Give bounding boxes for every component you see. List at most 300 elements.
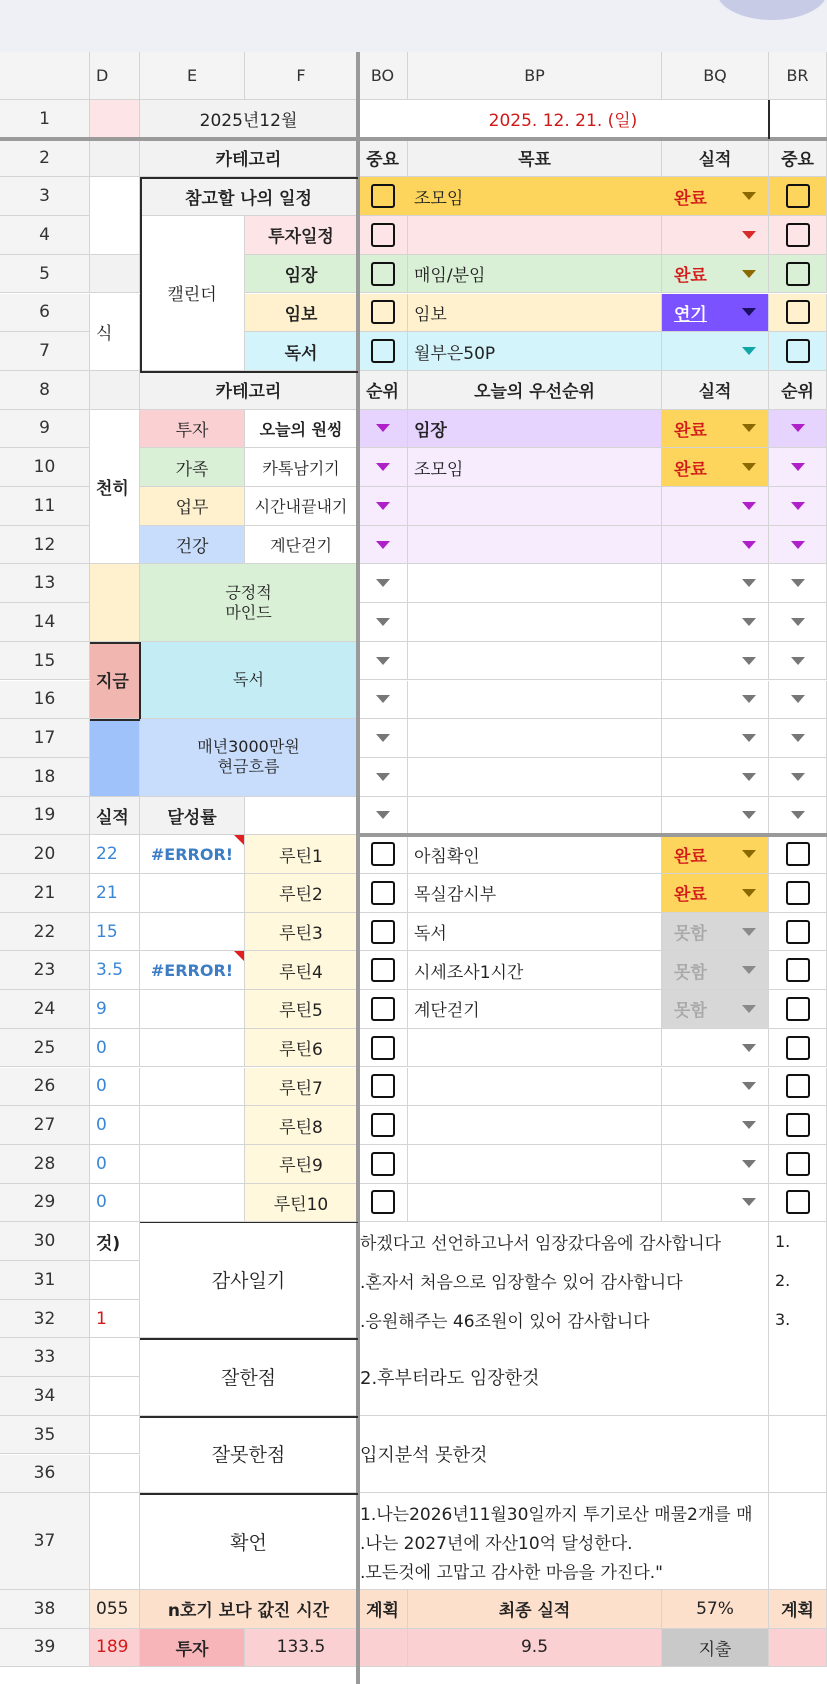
- row-header[interactable]: 3: [0, 177, 90, 216]
- chevron-down-icon[interactable]: [742, 850, 756, 858]
- routine-task[interactable]: [408, 1068, 662, 1107]
- row-header[interactable]: 1: [0, 100, 90, 139]
- routine-checkbox-cell-br[interactable]: [769, 1068, 827, 1107]
- routine-result-dropdown[interactable]: [662, 951, 769, 990]
- goal-checkbox-cell-br[interactable]: [769, 216, 827, 255]
- reading-cell[interactable]: 독서: [140, 642, 358, 719]
- routine-checkbox-cell-br[interactable]: [769, 1106, 827, 1145]
- checkbox[interactable]: [371, 1036, 395, 1060]
- plan-header-br[interactable]: 계획: [769, 1590, 827, 1629]
- result-header[interactable]: 실적: [662, 139, 769, 178]
- row-header[interactable]: 10: [0, 448, 90, 487]
- goal-text[interactable]: 조모임: [408, 177, 662, 216]
- routine-checkbox-cell[interactable]: [358, 990, 408, 1029]
- chevron-down-icon[interactable]: [791, 657, 805, 665]
- goal-text[interactable]: 월부은50P: [408, 332, 662, 371]
- routine-result-dropdown[interactable]: [662, 913, 769, 952]
- routine-rate[interactable]: [140, 1145, 245, 1184]
- routine-checkbox-cell[interactable]: [358, 1068, 408, 1107]
- cell-d34[interactable]: [90, 1377, 140, 1416]
- gratitude-num[interactable]: 2.: [769, 1261, 827, 1300]
- final-result-header[interactable]: 최종 실적: [408, 1590, 662, 1629]
- routine-result-dropdown[interactable]: [662, 835, 769, 874]
- column-header[interactable]: D: [90, 52, 140, 100]
- chevron-down-icon[interactable]: [742, 541, 756, 549]
- column-header[interactable]: BO: [358, 52, 408, 100]
- column-header[interactable]: BQ: [662, 52, 769, 100]
- chevron-down-icon[interactable]: [742, 1005, 756, 1013]
- chevron-down-icon[interactable]: [742, 270, 756, 278]
- checkbox[interactable]: [786, 920, 810, 944]
- rank-dropdown[interactable]: [358, 564, 408, 603]
- calendar-item[interactable]: 독서: [245, 332, 358, 371]
- row-header[interactable]: 19: [0, 797, 90, 836]
- routine-task[interactable]: [408, 1029, 662, 1068]
- row-header[interactable]: 9: [0, 410, 90, 449]
- cell-d19[interactable]: 실적: [90, 797, 140, 836]
- column-header[interactable]: F: [245, 52, 358, 100]
- row-header[interactable]: 8: [0, 371, 90, 410]
- goal-result-dropdown[interactable]: [662, 255, 769, 294]
- checkbox[interactable]: [786, 842, 810, 866]
- row-header[interactable]: 11: [0, 487, 90, 526]
- row-header[interactable]: 14: [0, 603, 90, 642]
- priority-text[interactable]: [408, 681, 662, 720]
- affirm-text[interactable]: [358, 1493, 769, 1590]
- invest-value[interactable]: 133.5: [245, 1629, 358, 1668]
- checkbox[interactable]: [786, 223, 810, 247]
- priority-result-dropdown[interactable]: [662, 603, 769, 642]
- cell-d17[interactable]: [90, 719, 140, 796]
- routine-result-dropdown[interactable]: [662, 1184, 769, 1223]
- rank-dropdown-br[interactable]: [769, 681, 827, 720]
- chevron-down-icon[interactable]: [742, 928, 756, 936]
- goal-checkbox-cell-br[interactable]: [769, 177, 827, 216]
- priority-text[interactable]: [408, 797, 662, 836]
- checkbox[interactable]: [786, 1113, 810, 1137]
- cell-f19[interactable]: [245, 797, 358, 836]
- row-header[interactable]: 23: [0, 951, 90, 990]
- rank-dropdown-br[interactable]: [769, 797, 827, 836]
- cell-bo39[interactable]: [358, 1629, 408, 1668]
- routine-checkbox-cell-br[interactable]: [769, 1184, 827, 1223]
- routine-name[interactable]: 루틴8: [245, 1106, 358, 1145]
- row-header[interactable]: 39: [0, 1629, 90, 1668]
- good-text[interactable]: 2.후부터라도 임장한것: [358, 1338, 769, 1415]
- routine-checkbox-cell-br[interactable]: [769, 1145, 827, 1184]
- routine-task[interactable]: [408, 1106, 662, 1145]
- onething-cell[interactable]: 카톡남기기: [245, 448, 358, 487]
- priority-header[interactable]: 오늘의 우선순위: [408, 371, 662, 410]
- routine-rate[interactable]: [140, 951, 245, 990]
- routine-task[interactable]: 계단걷기: [408, 990, 662, 1029]
- checkbox[interactable]: [786, 881, 810, 905]
- row-header[interactable]: 28: [0, 1145, 90, 1184]
- rank-dropdown[interactable]: [358, 758, 408, 797]
- column-header[interactable]: E: [140, 52, 245, 100]
- calendar-title[interactable]: 참고할 나의 일정: [140, 177, 358, 216]
- row-header[interactable]: 32: [0, 1300, 90, 1339]
- onething-cell[interactable]: 시간내끝내기: [245, 487, 358, 526]
- row-header[interactable]: 2: [0, 139, 90, 178]
- checkbox[interactable]: [371, 842, 395, 866]
- routine-name[interactable]: 루틴7: [245, 1068, 358, 1107]
- row-header[interactable]: 13: [0, 564, 90, 603]
- routine-checkbox-cell-br[interactable]: [769, 835, 827, 874]
- goal-checkbox-cell[interactable]: [358, 177, 408, 216]
- routine-count[interactable]: 15: [90, 913, 140, 952]
- cell-d8[interactable]: [90, 371, 140, 410]
- category-label[interactable]: 가족: [140, 448, 245, 487]
- category-label[interactable]: 업무: [140, 487, 245, 526]
- chevron-down-icon[interactable]: [742, 657, 756, 665]
- row-header[interactable]: 17: [0, 719, 90, 758]
- cell-br35[interactable]: [769, 1416, 827, 1493]
- row-header[interactable]: 34: [0, 1377, 90, 1416]
- routine-count[interactable]: 21: [90, 874, 140, 913]
- goal-checkbox-cell-br[interactable]: [769, 332, 827, 371]
- chevron-down-icon[interactable]: [742, 695, 756, 703]
- goal-text[interactable]: 매임/분임: [408, 255, 662, 294]
- goal-checkbox-cell[interactable]: [358, 216, 408, 255]
- cell-d1[interactable]: [90, 100, 140, 139]
- chevron-down-icon[interactable]: [742, 463, 756, 471]
- priority-text[interactable]: [408, 603, 662, 642]
- routine-checkbox-cell-br[interactable]: [769, 1029, 827, 1068]
- row-header[interactable]: 6: [0, 294, 90, 333]
- rank-dropdown[interactable]: [358, 526, 408, 565]
- cell-d36[interactable]: [90, 1455, 140, 1494]
- checkbox[interactable]: [786, 1190, 810, 1214]
- priority-result-dropdown[interactable]: [662, 758, 769, 797]
- cell-d35[interactable]: [90, 1416, 140, 1455]
- row-header[interactable]: 26: [0, 1068, 90, 1107]
- row-header[interactable]: 38: [0, 1590, 90, 1629]
- calendar-item[interactable]: 임보: [245, 294, 358, 333]
- cell-d2[interactable]: [90, 139, 140, 178]
- routine-name[interactable]: 루틴4: [245, 951, 358, 990]
- checkbox[interactable]: [371, 881, 395, 905]
- row-header[interactable]: 7: [0, 332, 90, 371]
- onething-cell[interactable]: 오늘의 원씽: [245, 410, 358, 449]
- routine-name[interactable]: 루틴1: [245, 835, 358, 874]
- percent-cell[interactable]: 57%: [662, 1590, 769, 1629]
- priority-text[interactable]: [408, 758, 662, 797]
- calendar-item[interactable]: 투자일정: [245, 216, 358, 255]
- routine-rate[interactable]: [140, 1184, 245, 1223]
- chevron-down-icon[interactable]: [742, 347, 756, 355]
- cashflow-cell[interactable]: 매년3000만원 현금흐름: [140, 719, 358, 796]
- cell-d39[interactable]: 189: [90, 1629, 140, 1668]
- checkbox[interactable]: [786, 1074, 810, 1098]
- chevron-down-icon[interactable]: [742, 1121, 756, 1129]
- cell-br33[interactable]: [769, 1338, 827, 1415]
- rank-dropdown-br[interactable]: [769, 642, 827, 681]
- important-header-br[interactable]: 중요: [769, 139, 827, 178]
- checkbox[interactable]: [786, 958, 810, 982]
- goal-checkbox-cell[interactable]: [358, 332, 408, 371]
- routine-checkbox-cell-br[interactable]: [769, 951, 827, 990]
- chevron-down-icon[interactable]: [742, 579, 756, 587]
- goal-result-dropdown[interactable]: [662, 294, 769, 333]
- routine-rate[interactable]: [140, 874, 245, 913]
- row-header[interactable]: 36: [0, 1455, 90, 1494]
- routine-checkbox-cell-br[interactable]: [769, 990, 827, 1029]
- checkbox[interactable]: [786, 1152, 810, 1176]
- rank-dropdown[interactable]: [358, 719, 408, 758]
- chevron-down-icon[interactable]: [742, 1160, 756, 1168]
- priority-text[interactable]: [408, 564, 662, 603]
- row-header[interactable]: 30: [0, 1222, 90, 1261]
- routine-rate[interactable]: [140, 1029, 245, 1068]
- chevron-down-icon[interactable]: [791, 541, 805, 549]
- row-header[interactable]: 18: [0, 758, 90, 797]
- goal-header[interactable]: 목표: [408, 139, 662, 178]
- routine-checkbox-cell[interactable]: [358, 1106, 408, 1145]
- rank-dropdown-br[interactable]: [769, 448, 827, 487]
- row-header[interactable]: 15: [0, 642, 90, 681]
- priority-text[interactable]: 조모임: [408, 448, 662, 487]
- routine-count[interactable]: 9: [90, 990, 140, 1029]
- gratitude-line[interactable]: .혼자서 처음으로 임장할수 있어 감사합니다: [358, 1261, 769, 1300]
- cell-d38[interactable]: 055: [90, 1590, 140, 1629]
- bad-label[interactable]: 잘못한점: [140, 1416, 358, 1493]
- routine-name[interactable]: 루틴6: [245, 1029, 358, 1068]
- priority-text[interactable]: [408, 526, 662, 565]
- chevron-down-icon[interactable]: [742, 734, 756, 742]
- gratitude-line[interactable]: .응원해주는 46조원이 있어 감사합니다: [358, 1300, 769, 1339]
- chevron-down-icon[interactable]: [376, 463, 390, 471]
- routine-checkbox-cell[interactable]: [358, 951, 408, 990]
- routine-count[interactable]: 0: [90, 1106, 140, 1145]
- row-header[interactable]: 29: [0, 1184, 90, 1223]
- priority-text[interactable]: [408, 487, 662, 526]
- result-header-2[interactable]: 실적: [662, 371, 769, 410]
- rank-dropdown[interactable]: [358, 603, 408, 642]
- expense-label[interactable]: 지출: [662, 1629, 769, 1668]
- checkbox[interactable]: [371, 958, 395, 982]
- chevron-down-icon[interactable]: [791, 811, 805, 819]
- chevron-down-icon[interactable]: [376, 695, 390, 703]
- checkbox[interactable]: [786, 1036, 810, 1060]
- chevron-down-icon[interactable]: [791, 618, 805, 626]
- routine-task[interactable]: [408, 1145, 662, 1184]
- goal-result-dropdown[interactable]: [662, 332, 769, 371]
- cell-br39[interactable]: [769, 1629, 827, 1668]
- cell-d32[interactable]: 1: [90, 1300, 140, 1339]
- chevron-down-icon[interactable]: [376, 502, 390, 510]
- chevron-down-icon[interactable]: [376, 579, 390, 587]
- chevron-down-icon[interactable]: [742, 1044, 756, 1052]
- row-header[interactable]: 33: [0, 1338, 90, 1377]
- checkbox[interactable]: [371, 262, 395, 286]
- affirm-label[interactable]: 확언: [140, 1493, 358, 1590]
- rank-dropdown[interactable]: [358, 642, 408, 681]
- goal-checkbox-cell-br[interactable]: [769, 255, 827, 294]
- routine-checkbox-cell[interactable]: [358, 1145, 408, 1184]
- priority-result-dropdown[interactable]: [662, 487, 769, 526]
- gratitude-label[interactable]: 감사일기: [140, 1222, 358, 1338]
- chevron-down-icon[interactable]: [742, 889, 756, 897]
- priority-result-dropdown[interactable]: [662, 410, 769, 449]
- priority-result-dropdown[interactable]: [662, 448, 769, 487]
- routine-result-dropdown[interactable]: [662, 1145, 769, 1184]
- routine-rate[interactable]: [140, 913, 245, 952]
- checkbox[interactable]: [371, 1074, 395, 1098]
- rank-header-br[interactable]: 순위: [769, 371, 827, 410]
- row-header[interactable]: 20: [0, 835, 90, 874]
- checkbox[interactable]: [786, 997, 810, 1021]
- category-label[interactable]: 투자: [140, 410, 245, 449]
- row-header[interactable]: 25: [0, 1029, 90, 1068]
- goal-checkbox-cell[interactable]: [358, 294, 408, 333]
- routine-name[interactable]: 루틴2: [245, 874, 358, 913]
- routine-task[interactable]: 독서: [408, 913, 662, 952]
- chevron-down-icon[interactable]: [791, 463, 805, 471]
- month-cell[interactable]: 2025년12월: [140, 100, 358, 139]
- chevron-down-icon[interactable]: [742, 308, 756, 316]
- final-result-value[interactable]: 9.5: [408, 1629, 662, 1668]
- cell-d5[interactable]: [90, 255, 140, 294]
- row-header[interactable]: 12: [0, 526, 90, 565]
- routine-result-dropdown[interactable]: [662, 874, 769, 913]
- cell-d15[interactable]: 지금: [90, 642, 140, 719]
- goal-checkbox-cell-br[interactable]: [769, 294, 827, 333]
- routine-count[interactable]: 3.5: [90, 951, 140, 990]
- category-header[interactable]: 카테고리: [140, 139, 358, 178]
- routine-task[interactable]: 목실감시부: [408, 874, 662, 913]
- row-header[interactable]: 4: [0, 216, 90, 255]
- cell-br1[interactable]: [769, 100, 827, 139]
- chevron-down-icon[interactable]: [742, 811, 756, 819]
- routine-name[interactable]: 루틴3: [245, 913, 358, 952]
- routine-count[interactable]: 0: [90, 1068, 140, 1107]
- checkbox[interactable]: [371, 1152, 395, 1176]
- category-header-2[interactable]: 카테고리: [140, 371, 358, 410]
- cell-d13[interactable]: [90, 564, 140, 641]
- chevron-down-icon[interactable]: [742, 1198, 756, 1206]
- rank-dropdown-br[interactable]: [769, 410, 827, 449]
- row-header[interactable]: 16: [0, 681, 90, 720]
- rank-dropdown-br[interactable]: [769, 758, 827, 797]
- positive-mind-cell[interactable]: 긍정적 마인드: [140, 564, 358, 641]
- chevron-down-icon[interactable]: [742, 618, 756, 626]
- column-header[interactable]: BP: [408, 52, 662, 100]
- chevron-down-icon[interactable]: [742, 231, 756, 239]
- chevron-down-icon[interactable]: [742, 502, 756, 510]
- routine-task[interactable]: [408, 1184, 662, 1223]
- cell-d9[interactable]: 천히: [90, 410, 140, 565]
- chevron-down-icon[interactable]: [791, 734, 805, 742]
- chevron-down-icon[interactable]: [376, 734, 390, 742]
- priority-text[interactable]: [408, 642, 662, 681]
- chevron-down-icon[interactable]: [376, 618, 390, 626]
- cell-d37[interactable]: [90, 1493, 140, 1590]
- calendar-item[interactable]: 임장: [245, 255, 358, 294]
- chevron-down-icon[interactable]: [791, 773, 805, 781]
- rate-header[interactable]: 달성률: [140, 797, 245, 836]
- checkbox[interactable]: [371, 920, 395, 944]
- routine-count[interactable]: 0: [90, 1145, 140, 1184]
- goal-result-dropdown[interactable]: [662, 177, 769, 216]
- plan-header[interactable]: 계획: [358, 1590, 408, 1629]
- rank-dropdown[interactable]: [358, 681, 408, 720]
- checkbox[interactable]: [371, 997, 395, 1021]
- routine-result-dropdown[interactable]: [662, 1106, 769, 1145]
- invest-label[interactable]: 투자: [140, 1629, 245, 1668]
- goal-text[interactable]: [408, 216, 662, 255]
- routine-checkbox-cell-br[interactable]: [769, 874, 827, 913]
- rank-dropdown-br[interactable]: [769, 487, 827, 526]
- row-header[interactable]: 31: [0, 1261, 90, 1300]
- important-header[interactable]: 중요: [358, 139, 408, 178]
- rank-dropdown-br[interactable]: [769, 564, 827, 603]
- rank-dropdown[interactable]: [358, 797, 408, 836]
- good-label[interactable]: 잘한점: [140, 1338, 358, 1415]
- routine-task[interactable]: 시세조사1시간: [408, 951, 662, 990]
- chevron-down-icon[interactable]: [376, 773, 390, 781]
- routine-count[interactable]: 0: [90, 1184, 140, 1223]
- routine-checkbox-cell[interactable]: [358, 874, 408, 913]
- routine-checkbox-cell[interactable]: [358, 1184, 408, 1223]
- priority-result-dropdown[interactable]: [662, 526, 769, 565]
- routine-name[interactable]: 루틴9: [245, 1145, 358, 1184]
- chevron-down-icon[interactable]: [742, 424, 756, 432]
- routine-checkbox-cell[interactable]: [358, 913, 408, 952]
- priority-text[interactable]: 임장: [408, 410, 662, 449]
- cell-d3[interactable]: [90, 177, 140, 254]
- priority-result-dropdown[interactable]: [662, 642, 769, 681]
- chevron-down-icon[interactable]: [742, 773, 756, 781]
- routine-result-dropdown[interactable]: [662, 990, 769, 1029]
- cell-d30[interactable]: 것): [90, 1222, 140, 1261]
- row-header[interactable]: 21: [0, 874, 90, 913]
- onething-cell[interactable]: 계단걷기: [245, 526, 358, 565]
- priority-result-dropdown[interactable]: [662, 719, 769, 758]
- priority-text[interactable]: [408, 719, 662, 758]
- rank-dropdown[interactable]: [358, 487, 408, 526]
- routine-rate[interactable]: [140, 835, 245, 874]
- row-header[interactable]: 35: [0, 1416, 90, 1455]
- category-label[interactable]: 건강: [140, 526, 245, 565]
- cell-d33[interactable]: [90, 1338, 140, 1377]
- routine-name[interactable]: 루틴5: [245, 990, 358, 1029]
- rank-dropdown[interactable]: [358, 448, 408, 487]
- checkbox[interactable]: [371, 184, 395, 208]
- row-header[interactable]: 22: [0, 913, 90, 952]
- routine-task[interactable]: 아침확인: [408, 835, 662, 874]
- row-header[interactable]: 5: [0, 255, 90, 294]
- rank-dropdown-br[interactable]: [769, 526, 827, 565]
- routine-checkbox-cell[interactable]: [358, 835, 408, 874]
- row-header[interactable]: 37: [0, 1493, 90, 1590]
- gratitude-num[interactable]: 3.: [769, 1300, 827, 1339]
- goal-result-dropdown[interactable]: [662, 216, 769, 255]
- cell-d6[interactable]: 식: [90, 294, 140, 371]
- chevron-down-icon[interactable]: [742, 1082, 756, 1090]
- row-header[interactable]: 27: [0, 1106, 90, 1145]
- goal-checkbox-cell[interactable]: [358, 255, 408, 294]
- chevron-down-icon[interactable]: [742, 192, 756, 200]
- cell-d31[interactable]: [90, 1261, 140, 1300]
- chevron-down-icon[interactable]: [791, 424, 805, 432]
- priority-result-dropdown[interactable]: [662, 797, 769, 836]
- chevron-down-icon[interactable]: [742, 966, 756, 974]
- routine-count[interactable]: 0: [90, 1029, 140, 1068]
- chevron-down-icon[interactable]: [376, 424, 390, 432]
- routine-rate[interactable]: [140, 1068, 245, 1107]
- calendar-group[interactable]: 캘린더: [140, 216, 245, 371]
